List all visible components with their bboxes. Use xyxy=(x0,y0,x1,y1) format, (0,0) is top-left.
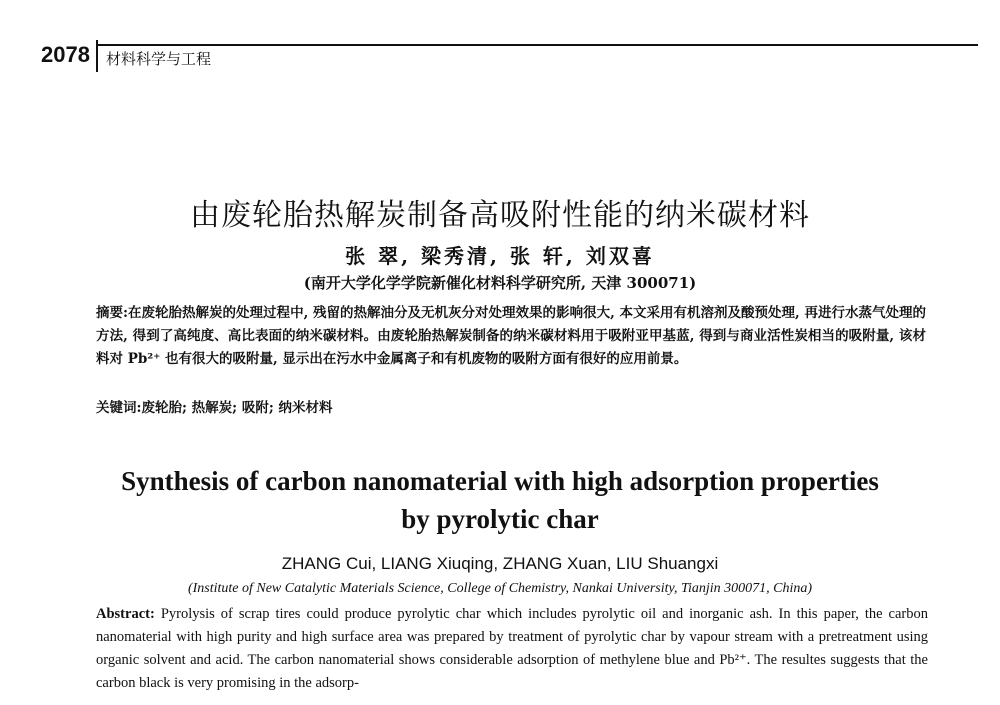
page-number: 2078 xyxy=(41,42,90,67)
english-abstract xyxy=(96,603,928,695)
chinese-abstract xyxy=(96,302,926,371)
english-abstract-text: Pyrolysis of scrap tires could produce pyrolytic char which includes pyrolytic oil and inorganic ash. In this paper, the carbon nanomaterial with high purity and high surface area was prepared by treatment of pyrolytic char by vapour stream with a pretreatment using organic solvent and acid. The carbon nanomaterial shows considerable adsorption of methylene blue and Pb²⁺. The resultes suggests that the carbon black is very promising in the adsorp- xyxy=(96,606,929,691)
english-title xyxy=(0,462,1000,538)
chinese-keywords-text: 废轮胎; 热解炭; 吸附; 纳米材料 xyxy=(141,400,333,416)
english-title-line-1: Synthesis of carbon nanomaterial with high adsorption properties xyxy=(121,466,879,496)
journal-name: 材料科学与工程 xyxy=(106,50,212,68)
chinese-title: 由废轮胎热解炭制备高吸附性能的纳米碳材料 xyxy=(190,198,810,233)
english-title-line-2: by pyrolytic char xyxy=(401,504,599,534)
english-affiliation: (Institute of New Catalytic Materials Science, College of Chemistry, Nankai University, Tianjin 300071, China) xyxy=(187,581,813,596)
english-authors: ZHANG Cui, LIANG Xiuqing, ZHANG Xuan, LIU Shuangxi xyxy=(281,554,719,573)
chinese-keywords-label: 关键词: xyxy=(96,400,142,416)
chinese-abstract-label: 摘要: xyxy=(96,305,128,321)
chinese-authors: 张 翠, 梁秀清, 张 轩, 刘双喜 xyxy=(345,244,655,268)
chinese-keywords xyxy=(96,396,926,416)
chinese-abstract-text: 在废轮胎热解炭的处理过程中, 残留的热解油分及无机灰分对处理效果的影响很大, 本文采用有机溶剂及酸预处理, 再进行水蒸气处理的方法, 得到了高纯度、高比表面的纳米碳材料。由废轮胎热解炭制备的纳米碳材料用于吸附亚甲基蓝, 得到与商业活性炭相当的吸附量, 该材料对 Pb²⁺ 也有很大的吸附量, 显示出在污水中金属离子和有机废物的吸附方面有很好的应用前景。 xyxy=(96,305,927,367)
chinese-affiliation: (南开大学化学学院新催化材料科学研究所, 天津 300071) xyxy=(303,274,697,292)
header-rule xyxy=(98,44,978,46)
english-abstract-label: Abstract: xyxy=(96,606,155,622)
